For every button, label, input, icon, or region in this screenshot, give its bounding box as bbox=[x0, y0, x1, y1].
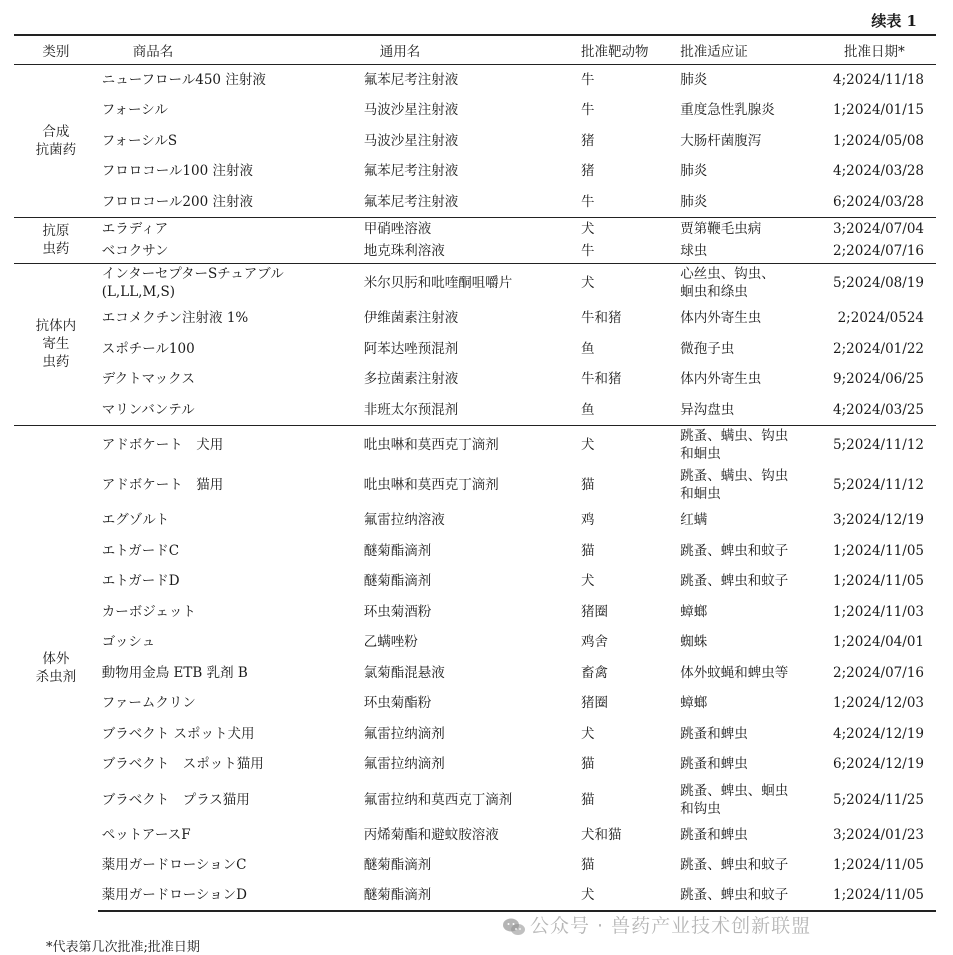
table-row bbox=[14, 780, 936, 820]
target-animal-cell: 猪圈 bbox=[580, 603, 608, 620]
footnote: *代表第几次批准;批准日期 bbox=[46, 940, 200, 955]
target-animal-cell: 鸡 bbox=[580, 512, 595, 529]
indication-cell: 体外蚊蝇和蜱虫等 bbox=[680, 664, 789, 681]
indication-cell: 肺炎 bbox=[680, 193, 708, 210]
target-animal-cell: 犬 bbox=[580, 573, 595, 590]
target-animal-cell: 犬 bbox=[580, 725, 595, 742]
generic-name-cell: 环虫菊酒粉 bbox=[363, 603, 432, 620]
table-row bbox=[14, 395, 936, 426]
generic-name-cell: 多拉菌素注射液 bbox=[363, 371, 459, 388]
indication-cell: 红螨 bbox=[680, 512, 708, 529]
generic-name-cell: 乙螨唑粉 bbox=[363, 634, 418, 651]
approval-date-cell: 2;2024/07/16 bbox=[833, 243, 924, 260]
table-row bbox=[14, 156, 936, 187]
product-name-cell: インターセプターSチュアブル (L,LL,M,S) bbox=[98, 263, 364, 303]
target-animal-cell: 牛 bbox=[580, 193, 595, 210]
table-row bbox=[14, 820, 936, 851]
product-name-cell: アドボケート 犬用 bbox=[98, 425, 364, 465]
product-name-cell: ブラベクト スポット猫用 bbox=[101, 756, 264, 773]
product-name-cell: デクトマックス bbox=[101, 371, 195, 388]
product-name-cell: ブラベクト スポット犬用 bbox=[101, 725, 255, 742]
target-animal-cell: 猪 bbox=[580, 163, 595, 180]
indication-cell: 肺炎 bbox=[680, 163, 708, 180]
product-name-cell: フォーシル bbox=[101, 102, 168, 119]
approval-date-cell: 1;2024/11/03 bbox=[833, 603, 924, 620]
table-header-row bbox=[14, 35, 936, 65]
product-name-cell: 薬用ガードローションD bbox=[98, 881, 364, 912]
generic-name-cell: 氟苯尼考注射液 bbox=[363, 163, 459, 180]
table-body bbox=[14, 65, 936, 912]
generic-name-cell: 醚菊酯滴剂 bbox=[364, 881, 581, 912]
generic-name-cell: 米尔贝肟和吡喹酮咀嚼片 bbox=[364, 263, 581, 303]
target-animal-cell: 猫 bbox=[580, 857, 595, 874]
indication-cell: 异沟盘虫 bbox=[680, 401, 735, 418]
header-category: 类别 bbox=[14, 35, 98, 65]
product-name-cell: フォーシルS bbox=[101, 132, 178, 149]
generic-name-cell: 马波沙星注射液 bbox=[363, 102, 459, 119]
target-animal-cell: 猫 bbox=[580, 791, 595, 808]
indication-cell: 球虫 bbox=[680, 243, 708, 260]
product-name-cell: アドボケート 猫用 bbox=[101, 477, 224, 493]
category-cell: 体外 杀虫剂 bbox=[14, 425, 98, 911]
product-name-cell: エコメクチン注射液 1% bbox=[101, 310, 249, 327]
wechat-icon bbox=[502, 917, 526, 937]
table-row bbox=[14, 95, 936, 126]
target-animal-cell: 犬 bbox=[581, 263, 680, 303]
approval-date-cell: 3;2024/12/19 bbox=[833, 512, 924, 529]
indication-cell: 微孢子虫 bbox=[680, 340, 735, 357]
approval-date-cell: 5;2024/11/12 bbox=[833, 477, 924, 493]
product-name-cell: 薬用ガードローションC bbox=[101, 857, 247, 874]
header-approval-date: 批准日期* bbox=[825, 35, 936, 65]
approval-date-cell: 1;2024/05/08 bbox=[833, 132, 924, 149]
table-row bbox=[14, 303, 936, 334]
generic-name-cell: 非班太尔预混剂 bbox=[363, 401, 459, 418]
generic-name-cell: 醚菊酯滴剂 bbox=[363, 542, 432, 559]
approval-date-cell: 4;2024/11/18 bbox=[825, 65, 936, 96]
approval-date-cell: 6;2024/12/19 bbox=[833, 756, 924, 773]
table-row bbox=[14, 505, 936, 536]
table-row bbox=[14, 850, 936, 881]
table-row bbox=[14, 334, 936, 365]
table-row bbox=[14, 65, 936, 96]
indication-cell: 重度急性乳腺炎 bbox=[680, 102, 775, 119]
approval-date-cell: 1;2024/11/05 bbox=[833, 542, 924, 559]
generic-name-cell: 氟苯尼考注射液 bbox=[364, 65, 581, 96]
generic-name-cell: 醚菊酯滴剂 bbox=[363, 573, 432, 590]
target-animal-cell: 鸡舍 bbox=[580, 634, 608, 651]
generic-name-cell: 地克珠利溶液 bbox=[363, 243, 445, 260]
approval-date-cell: 1;2024/04/01 bbox=[833, 634, 924, 651]
indication-cell: 蟑螂 bbox=[680, 695, 708, 712]
product-name-cell: ベコクサン bbox=[101, 243, 169, 260]
target-animal-cell: 牛 bbox=[581, 65, 680, 96]
table-row bbox=[14, 425, 936, 465]
table-row bbox=[14, 217, 936, 240]
indication-cell: 跳蚤和蜱虫 bbox=[680, 826, 748, 843]
target-animal-cell: 犬 bbox=[581, 881, 680, 912]
table-row bbox=[14, 719, 936, 750]
product-name-cell: ブラベクト プラス猫用 bbox=[101, 791, 250, 808]
approval-date-cell: 3;2024/07/04 bbox=[825, 217, 936, 240]
product-name-cell: エグゾルト bbox=[101, 512, 170, 529]
approval-date-cell: 2;2024/07/16 bbox=[833, 664, 924, 681]
category-cell: 抗原 虫药 bbox=[14, 217, 98, 263]
approval-date-cell: 1;2024/01/15 bbox=[833, 102, 924, 119]
product-name-cell: フロロコール200 注射液 bbox=[101, 193, 253, 210]
table-row bbox=[14, 240, 936, 263]
generic-name-cell: 伊维菌素注射液 bbox=[363, 310, 459, 327]
indication-cell: 跳蚤、蜱虫和蚊子 bbox=[680, 857, 789, 874]
target-animal-cell: 猫 bbox=[580, 477, 595, 493]
approval-date-cell: 2;2024/0524 bbox=[837, 310, 924, 327]
target-animal-cell: 猫 bbox=[580, 542, 595, 559]
table-row bbox=[14, 566, 936, 597]
watermark bbox=[502, 911, 811, 938]
generic-name-cell: 氟苯尼考注射液 bbox=[363, 193, 459, 210]
target-animal-cell: 牛和猪 bbox=[580, 371, 622, 388]
indication-cell: 肺炎 bbox=[680, 65, 824, 96]
table-row bbox=[14, 881, 936, 912]
table-caption: 续表 1 bbox=[871, 12, 917, 30]
approval-date-cell: 9;2024/06/25 bbox=[833, 371, 924, 388]
product-name-cell: ファームクリン bbox=[101, 695, 196, 712]
generic-name-cell: 甲硝唑溶液 bbox=[364, 217, 581, 240]
approval-date-cell: 6;2024/03/28 bbox=[833, 193, 924, 210]
indication-cell: 跳蚤和蜱虫 bbox=[680, 756, 748, 773]
approval-date-cell: 4;2024/12/19 bbox=[833, 725, 924, 742]
table-row bbox=[14, 187, 936, 218]
approval-date-cell: 5;2024/11/12 bbox=[825, 425, 936, 465]
indication-cell: 跳蚤、蜱虫、蛔虫 和钩虫 bbox=[680, 782, 789, 817]
watermark-text: 公众号 · 兽药产业技术创新联盟 bbox=[530, 915, 812, 937]
table-row bbox=[14, 263, 936, 303]
table-row bbox=[14, 627, 936, 658]
generic-name-cell: 阿苯达唑预混剂 bbox=[363, 340, 459, 357]
indication-cell: 蜘蛛 bbox=[680, 634, 708, 651]
product-name-cell: ゴッシュ bbox=[101, 634, 156, 651]
indication-cell: 跳蚤、蜱虫和蚊子 bbox=[680, 542, 789, 559]
target-animal-cell: 鱼 bbox=[580, 401, 595, 418]
indication-cell: 贾第鞭毛虫病 bbox=[680, 217, 824, 240]
approval-date-cell: 4;2024/03/28 bbox=[833, 163, 924, 180]
target-animal-cell: 犬 bbox=[581, 217, 680, 240]
header-target-animal: 批准靶动物 bbox=[581, 35, 680, 65]
target-animal-cell: 猪圈 bbox=[580, 695, 608, 712]
product-name-cell: スポチール100 bbox=[101, 340, 195, 357]
generic-name-cell: 氟雷拉纳滴剂 bbox=[363, 756, 445, 773]
target-animal-cell: 牛 bbox=[580, 102, 595, 119]
table-row bbox=[14, 364, 936, 395]
generic-name-cell: 氟雷拉纳溶液 bbox=[363, 512, 445, 529]
approval-date-cell: 5;2024/08/19 bbox=[825, 263, 936, 303]
table-row bbox=[14, 536, 936, 567]
approval-date-cell: 1;2024/11/05 bbox=[825, 881, 936, 912]
indication-cell: 跳蚤和蜱虫 bbox=[680, 725, 748, 742]
target-animal-cell: 鱼 bbox=[580, 340, 595, 357]
table-row bbox=[14, 126, 936, 157]
indication-cell: 跳蚤、螨虫、钩虫 和蛔虫 bbox=[680, 425, 824, 465]
approval-date-cell: 1;2024/11/05 bbox=[833, 573, 924, 590]
table-row bbox=[14, 658, 936, 689]
indication-cell: 跳蚤、蜱虫和蚊子 bbox=[680, 881, 824, 912]
category-cell: 抗体内 寄生 虫药 bbox=[14, 263, 98, 425]
product-name-cell: マリンバンテル bbox=[101, 401, 195, 418]
approval-date-cell: 3;2024/01/23 bbox=[833, 826, 924, 843]
header-generic-name: 通用名 bbox=[364, 35, 581, 65]
indication-cell: 体内外寄生虫 bbox=[680, 310, 762, 327]
approval-date-cell: 5;2024/11/25 bbox=[833, 791, 924, 808]
target-animal-cell: 畜禽 bbox=[580, 664, 608, 681]
indication-cell: 跳蚤、蜱虫和蚊子 bbox=[680, 573, 789, 590]
generic-name-cell: 吡虫啉和莫西克丁滴剂 bbox=[364, 425, 581, 465]
header-product-name: 商品名 bbox=[98, 35, 364, 65]
target-animal-cell: 猪 bbox=[580, 132, 595, 149]
approval-date-cell: 1;2024/11/05 bbox=[833, 857, 924, 874]
approval-date-cell: 4;2024/03/25 bbox=[833, 401, 924, 418]
table-row bbox=[14, 688, 936, 719]
product-name-cell: カーボジェット bbox=[101, 603, 196, 620]
generic-name-cell: 氟雷拉纳滴剂 bbox=[363, 725, 445, 742]
generic-name-cell: 马波沙星注射液 bbox=[363, 132, 459, 149]
target-animal-cell: 牛和猪 bbox=[580, 310, 622, 327]
product-name-cell: エラディア bbox=[98, 217, 364, 240]
approval-date-cell: 2;2024/01/22 bbox=[833, 340, 924, 357]
table-row bbox=[14, 597, 936, 628]
product-name-cell: ニューフロール450 注射液 bbox=[98, 65, 364, 96]
table-row bbox=[14, 465, 936, 505]
header-indication: 批准适应证 bbox=[680, 35, 824, 65]
product-name-cell: ペットアースF bbox=[101, 826, 191, 843]
generic-name-cell: 氯菊酯混悬液 bbox=[363, 664, 445, 681]
generic-name-cell: 丙烯菊酯和避蚊胺溶液 bbox=[363, 826, 499, 843]
product-name-cell: 動物用金鳥 ETB 乳剤 B bbox=[101, 664, 248, 681]
indication-cell: 心丝虫、钩虫、 蛔虫和绦虫 bbox=[680, 263, 824, 303]
generic-name-cell: 醚菊酯滴剂 bbox=[363, 857, 432, 874]
product-name-cell: エトガードD bbox=[101, 573, 180, 590]
indication-cell: 跳蚤、螨虫、钩虫 和蛔虫 bbox=[680, 468, 789, 502]
approval-date-cell: 1;2024/12/03 bbox=[833, 695, 924, 712]
generic-name-cell: 吡虫啉和莫西克丁滴剂 bbox=[363, 477, 499, 493]
category-cell: 合成 抗菌药 bbox=[14, 65, 98, 218]
approval-table bbox=[14, 34, 936, 912]
product-name-cell: エトガードC bbox=[101, 542, 180, 559]
product-name-cell: フロロコール100 注射液 bbox=[101, 163, 253, 180]
target-animal-cell: 犬和猫 bbox=[580, 826, 622, 843]
target-animal-cell: 犬 bbox=[581, 425, 680, 465]
target-animal-cell: 牛 bbox=[580, 243, 595, 260]
target-animal-cell: 猫 bbox=[580, 756, 595, 773]
indication-cell: 体内外寄生虫 bbox=[680, 371, 762, 388]
table-row bbox=[14, 749, 936, 780]
indication-cell: 蟑螂 bbox=[680, 603, 708, 620]
generic-name-cell: 氟雷拉纳和莫西克丁滴剂 bbox=[363, 791, 513, 808]
indication-cell: 大肠杆菌腹泻 bbox=[680, 132, 762, 149]
generic-name-cell: 环虫菊酯粉 bbox=[363, 695, 432, 712]
